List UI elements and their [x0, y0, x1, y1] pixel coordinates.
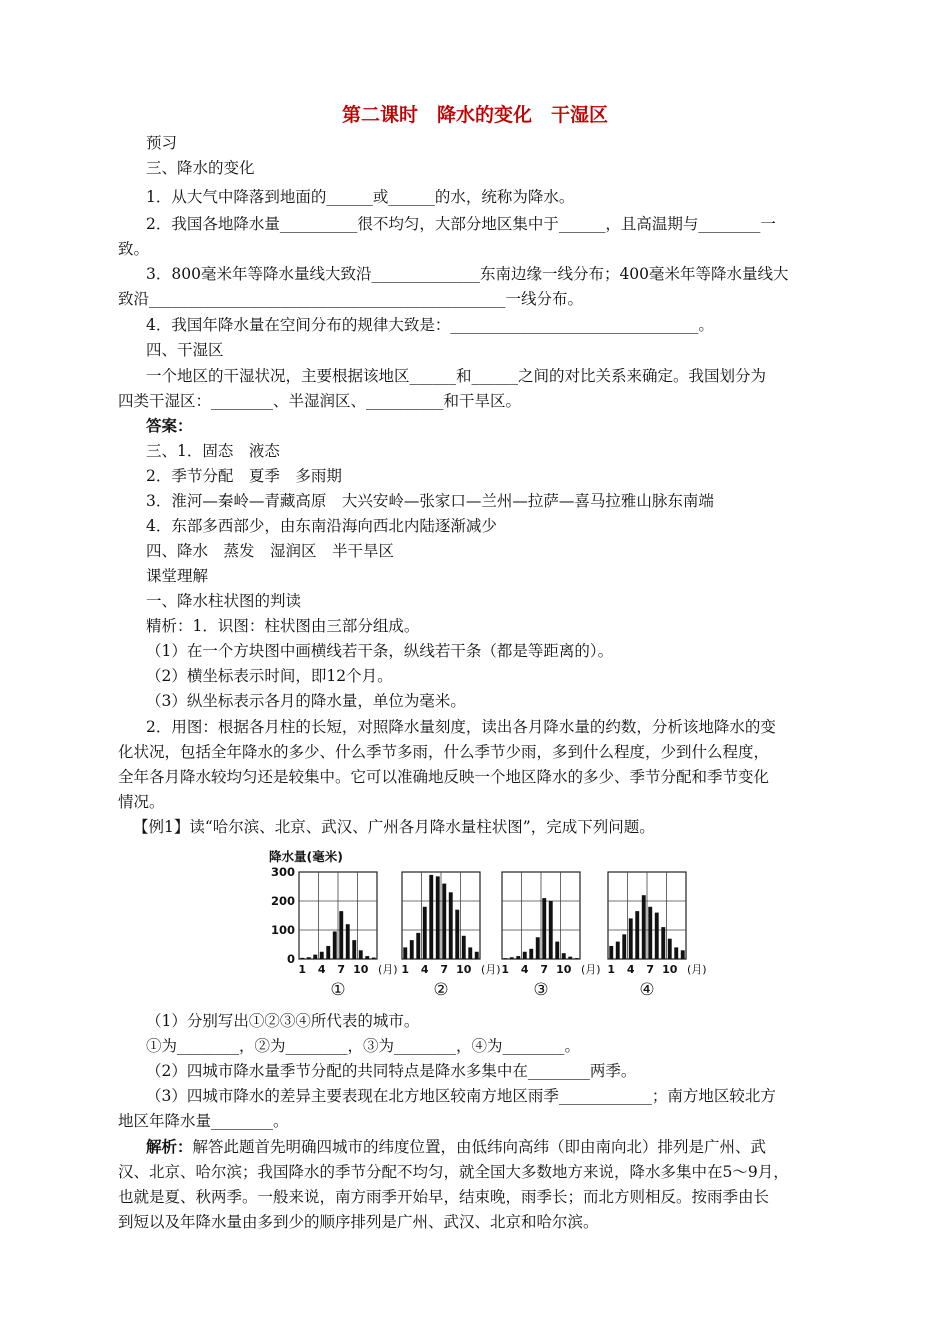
question-5-cont: 四类干湿区：________、半湿润区、__________和干旱区。	[118, 392, 522, 410]
x-tick-label: 10	[353, 963, 369, 976]
section-class: 课堂理解	[146, 567, 209, 585]
x-tick-label: 1	[298, 963, 307, 976]
x-tick-label: 7	[646, 963, 655, 976]
bar	[300, 958, 304, 959]
x-unit-label: (月)	[581, 963, 601, 976]
bar	[674, 947, 678, 959]
bar	[635, 911, 639, 959]
series-label: ③	[533, 980, 549, 1000]
x-tick-label: 7	[337, 963, 346, 976]
bar	[516, 956, 520, 959]
bar	[365, 956, 369, 959]
answer-5: 四、降水 蒸发 湿润区 半干旱区	[146, 542, 395, 560]
question-5: 一个地区的干湿状况，主要根据该地区______和______之间的对比关系来确定。我国划分为	[146, 367, 767, 385]
bar	[542, 898, 546, 959]
answer-1: 三、1．固态 液态	[146, 442, 280, 460]
bar	[609, 946, 613, 959]
explanation-text: 解答此题首先明确四城市的纬度位置，由低纬向高纬（即由南向北）排列是广州、武	[192, 1138, 767, 1156]
bar	[436, 876, 440, 959]
heading-dry-wet: 四、干湿区	[146, 341, 224, 359]
series-label: ④	[639, 980, 655, 1000]
bar	[622, 934, 626, 959]
section-preview: 预习	[146, 134, 178, 152]
bar	[661, 927, 665, 959]
bar	[523, 952, 527, 959]
answer-2: 2．季节分配 夏季 多雨期	[146, 467, 342, 485]
answer-heading: 答案：	[146, 416, 193, 435]
bar	[410, 940, 414, 959]
bar	[668, 939, 672, 959]
question-ex-3-cont: 地区年降水量________。	[118, 1112, 289, 1130]
bar	[449, 892, 453, 959]
bar	[307, 957, 311, 959]
answer-3: 3．淮河—秦岭—青藏高原 大兴安岭—张家口—兰州—拉萨—喜马拉雅山脉东南端	[146, 492, 714, 510]
answer-4: 4．东部多西部少，由东南沿海向西北内陆逐渐减少	[146, 517, 497, 535]
bar	[503, 958, 507, 959]
heading-bar-chart: 一、降水柱状图的判读	[146, 592, 302, 610]
x-unit-label: (月)	[687, 963, 707, 976]
bar	[346, 924, 350, 959]
bar	[642, 895, 646, 959]
question-ex-2: （2）四城市降水量季节分配的共同特点是降水多集中在________两季。	[146, 1062, 637, 1080]
question-ex-1-blanks: ①为________，②为________，③为________，④为________。	[146, 1037, 581, 1055]
bar	[562, 953, 566, 959]
bar	[429, 875, 433, 959]
x-tick-label: 10	[456, 963, 472, 976]
example-1: 【例1】读“哈尔滨、北京、武汉、广州各月降水量柱状图”，完成下列问题。	[133, 818, 655, 836]
series-label: ①	[330, 980, 346, 1000]
question-4: 4．我国年降水量在空间分布的规律大致是：________________________________。	[146, 316, 714, 334]
bar	[320, 952, 324, 959]
bar	[339, 911, 343, 959]
bar	[536, 937, 540, 959]
question-2-cont: 致。	[118, 240, 150, 258]
x-unit-label: (月)	[481, 963, 501, 976]
bar	[510, 957, 514, 959]
bar	[681, 950, 685, 959]
bar	[455, 910, 459, 959]
bar	[575, 958, 579, 959]
x-tick-label: 4	[520, 963, 529, 976]
analysis-2-cont1: 化状况，包括全年降水的多少、什么季节多雨，什么季节少雨，多到什么程度，少到什么程度，	[118, 743, 770, 761]
explanation-cont3: 到短以及年降水量由多到少的顺序排列是广州、武汉、北京和哈尔滨。	[118, 1213, 599, 1231]
bar	[629, 918, 633, 959]
bar	[442, 884, 446, 959]
x-tick-label: 10	[662, 963, 678, 976]
bar	[313, 955, 317, 959]
heading-precip-change: 三、降水的变化	[146, 159, 255, 177]
question-ex-1: （1）分别写出①②③④所代表的城市。	[146, 1012, 420, 1030]
x-tick-label: 7	[440, 963, 449, 976]
x-tick-label: 4	[420, 963, 429, 976]
analysis-2-cont2: 全年各月降水较均匀还是较集中。它可以准确地反映一个地区降水的多少、季节分配和季节变化	[118, 768, 770, 786]
x-tick-label: 7	[540, 963, 549, 976]
bar	[403, 947, 407, 959]
x-tick-label: 1	[401, 963, 410, 976]
x-tick-label: 4	[317, 963, 326, 976]
question-2: 2．我国各地降水量__________很不均匀，大部分地区集中于______，且高温期与________一	[146, 215, 776, 233]
x-tick-label: 10	[556, 963, 572, 976]
bar	[333, 931, 337, 959]
bar	[475, 952, 479, 959]
bar	[468, 947, 472, 959]
series-label: ②	[433, 980, 449, 1000]
bar	[326, 946, 330, 959]
bar	[655, 913, 659, 959]
x-tick-label: 1	[501, 963, 510, 976]
page-title: 第二课时 降水的变化 干湿区	[341, 104, 608, 126]
bar	[648, 907, 652, 959]
x-tick-label: 1	[607, 963, 616, 976]
analysis-2: 2．用图：根据各月柱的长短，对照降水量刻度，读出各月降水量的约数，分析该地降水的变	[146, 718, 776, 736]
analysis-1: 精析：1．识图：柱状图由三部分组成。	[146, 617, 420, 635]
bar	[423, 907, 427, 959]
y-tick-label: 100	[270, 923, 295, 937]
bar	[352, 940, 356, 959]
explanation-cont2: 也就是夏、秋两季。一般来说，南方雨季开始早，结束晚，雨季长；而北方则相反。按雨季由长	[118, 1188, 770, 1206]
analysis-2-cont3: 情况。	[118, 793, 165, 811]
analysis-1-1: （1）在一个方块图中画横线若干条，纵线若干条（都是等距离的）。	[146, 642, 614, 660]
x-tick-label: 4	[626, 963, 635, 976]
bar	[549, 901, 553, 959]
bar	[616, 942, 620, 959]
explanation-label: 解析：	[146, 1137, 193, 1156]
bar	[529, 949, 533, 959]
bar	[416, 933, 420, 959]
chart-y-title: 降水量(毫米)	[269, 849, 343, 864]
bar	[555, 942, 559, 959]
bar	[372, 958, 376, 959]
precipitation-bar-chart	[265, 846, 710, 1006]
analysis-1-3: （3）纵坐标表示各月的降水量，单位为毫米。	[146, 692, 466, 710]
analysis-1-2: （2）横坐标表示时间，即12个月。	[146, 667, 393, 685]
bar	[462, 936, 466, 959]
question-1: 1．从大气中降落到地面的______或______的水，统称为降水。	[146, 188, 575, 206]
question-ex-3: （3）四城市降水的差异主要表现在北方地区较南方地区雨季____________；南方地区较北方	[146, 1087, 776, 1105]
x-unit-label: (月)	[378, 963, 398, 976]
question-3-cont: 致沿______________________________________________一线分布。	[118, 290, 584, 308]
bar	[568, 957, 572, 959]
y-tick-label: 300	[270, 865, 295, 879]
explanation-first-line	[146, 1136, 766, 1158]
y-tick-label: 0	[286, 952, 295, 966]
question-3: 3．800毫米年等降水量线大致沿______________东南边缘一线分布；400毫米年等降水量线大	[146, 265, 789, 283]
bar	[359, 950, 363, 959]
explanation-cont1: 汉、北京、哈尔滨；我国降水的季节分配不均匀，就全国大多数地方来说，降水多集中在5～9月，	[118, 1163, 789, 1181]
y-tick-label: 200	[270, 894, 295, 908]
